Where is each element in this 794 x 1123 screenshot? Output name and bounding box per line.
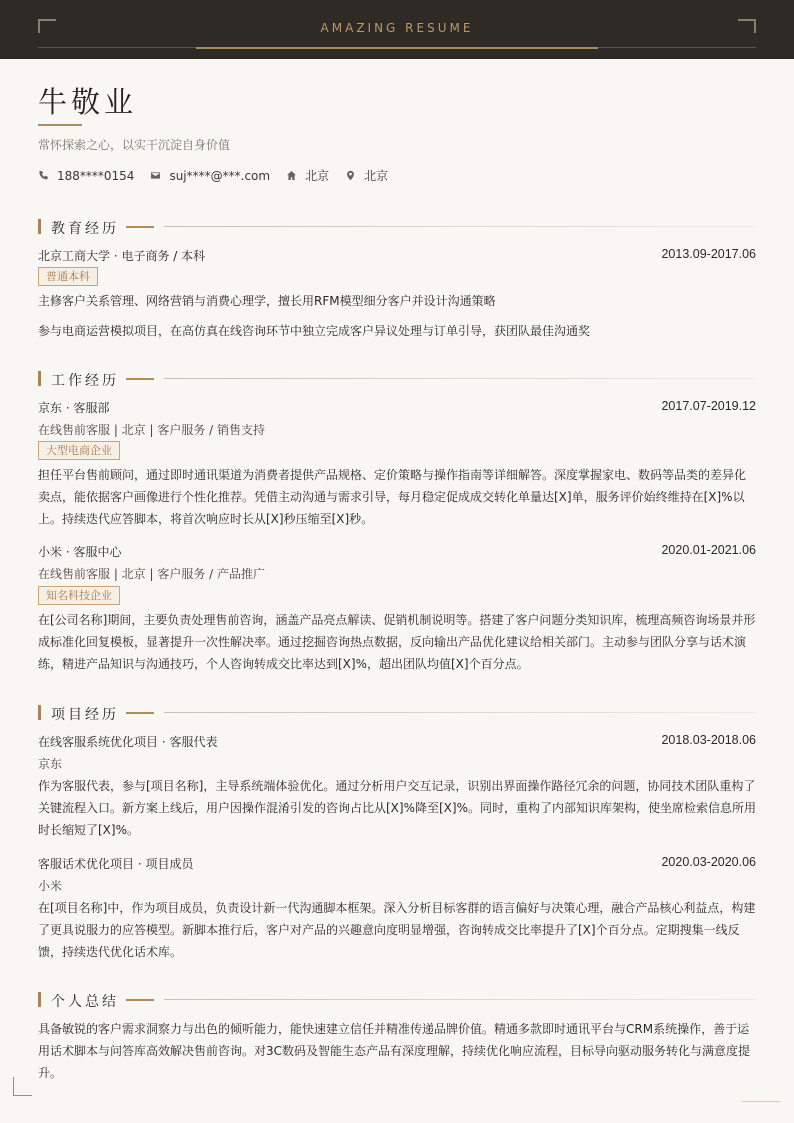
project-name: 在线客服系统优化项目 · 客服代表 (38, 735, 218, 749)
job-date: 2020.01-2021.06 (661, 543, 756, 557)
job-description: 担任平台售前顾问，通过即时通讯渠道为消费者提供产品规格、定价策略与操作指南等详细解答。深度掌握家电、数码等品类的差异化卖点，能依据客户画像进行个性化推荐。凭借主动沟通与需求引导，每月稳定促成成交转化单量达[X]单，服务评价始终维持在[X]%以上。持续迭代应答脚本，将首次响应时长从[X]秒压缩至[X]秒。 (38, 468, 747, 526)
header-accent-line (196, 47, 598, 49)
location-text: 北京 (364, 169, 389, 183)
project-date: 2020.03-2020.06 (661, 855, 756, 869)
project-section (38, 704, 756, 964)
job-meta: 在线售前客服 | 北京 | 客户服务 / 产品推广 (38, 567, 266, 581)
section-marker (38, 371, 41, 386)
home-text: 北京 (305, 169, 330, 183)
section-header (38, 370, 756, 388)
education-item: 主修客户关系管理、网络营销与消费心理学，擅长用RFM模型细分客户并设计沟通策略 (38, 294, 496, 308)
footer-accent-line (742, 1101, 780, 1102)
section-accent-dash (126, 226, 154, 228)
contact-home (286, 167, 329, 184)
section-marker (38, 219, 41, 234)
section-marker (38, 992, 41, 1007)
section-title: 工作经历 (51, 373, 119, 389)
job-entry (38, 543, 756, 560)
section-header (38, 704, 756, 722)
section-divider (164, 712, 756, 713)
section-accent-dash (126, 712, 154, 714)
job-meta: 在线售前客服 | 北京 | 客户服务 / 销售支持 (38, 423, 266, 437)
contact-bar (38, 167, 404, 184)
project-date: 2018.03-2018.06 (661, 733, 756, 747)
section-header (38, 991, 756, 1009)
job-company: 小米 · 客服中心 (38, 545, 122, 559)
contact-location (345, 167, 388, 184)
contact-phone (38, 169, 134, 183)
section-accent-dash (126, 999, 154, 1001)
project-entry (38, 733, 756, 750)
section-title: 个人总结 (51, 994, 119, 1010)
project-name: 客服话术优化项目 · 项目成员 (38, 857, 194, 871)
brand-title: AMAZING RESUME (320, 21, 474, 35)
section-header (38, 218, 756, 236)
summary-text: 具备敏锐的客户需求洞察力与出色的倾听能力，能快速建立信任并精准传递品牌价值。精通多款即时通讯平台与CRM系统操作，善于运用话术脚本与问答库高效解决售前咨询。对3C数码及智能生态产品有深度理解，持续优化响应流程，目标导向驱动服务转化与满意度提升。 (38, 1022, 751, 1080)
mail-icon (150, 170, 161, 181)
project-description: 作为客服代表，参与[项目名称]，主导系统端体验优化。通过分析用户交互记录，识别出界面操作路径冗余的问题，协同技术团队重构了关键流程入口。新方案上线后，用户因操作混淆引发的咨询占比从[X]%降至[X]%。同时，重构了内部知识库架构，使坐席检索信息所用时长缩短了[X]%。 (38, 779, 756, 837)
education-tag: 普通本科 (38, 267, 98, 286)
section-divider (164, 999, 756, 1000)
job-description: 在[公司名称]期间，主要负责处理售前咨询，涵盖产品亮点解读、促销机制说明等。搭建了客户问题分类知识库，梳理高频咨询场景并形成标准化回复模板，显著提升一次性解决率。通过挖掘咨询热点数据，反向输出产品优化建议给相关部门。主动参与团队分享与话术演练，精进产品知识与沟通技巧，个人咨询转成交比率达到[X]%，超出团队均值[X]个百分点。 (38, 613, 756, 671)
section-marker (38, 705, 41, 720)
education-entry (38, 247, 756, 264)
job-entry (38, 399, 756, 416)
summary-section (38, 991, 756, 1091)
school-name: 北京工商大学 · 电子商务 / 本科 (38, 249, 206, 263)
location-pin-icon (345, 170, 356, 181)
contact-email (150, 169, 270, 183)
job-date: 2017.07-2019.12 (661, 399, 756, 413)
home-icon (286, 170, 297, 181)
education-date: 2013.09-2017.06 (661, 247, 756, 261)
section-accent-dash (126, 378, 154, 380)
section-title: 教育经历 (51, 221, 119, 237)
project-org: 小米 (38, 879, 63, 893)
corner-ornament-bottom-left (13, 1077, 32, 1096)
name-underline (38, 124, 82, 126)
project-description: 在[项目名称]中，作为项目成员，负责设计新一代沟通脚本框架。深入分析目标客群的语言偏好与决策心理，融合产品核心利益点，构建了更具说服力的应答模型。新脚本推行后，客户对产品的兴趣意向度明显增强，咨询转成交比率提升了[X]个百分点。定期搜集一线反馈，持续迭代优化话术库。 (38, 901, 756, 959)
email-text: suj****@***.com (169, 168, 271, 183)
phone-icon (38, 170, 49, 181)
section-title: 项目经历 (51, 707, 119, 723)
project-entry (38, 855, 756, 872)
job-company: 京东 · 客服部 (38, 401, 110, 415)
motto: 常怀探索之心，以实干沉淀自身价值 (38, 138, 231, 152)
education-section (38, 218, 756, 343)
section-divider (164, 226, 756, 227)
section-divider (164, 378, 756, 379)
education-item: 参与电商运营模拟项目，在高仿真在线咨询环节中独立完成客户异议处理与订单引导，获团队最佳沟通奖 (38, 324, 591, 338)
work-section (38, 370, 756, 680)
project-org: 京东 (38, 757, 63, 771)
phone-text: 188****0154 (57, 168, 135, 183)
job-tag: 大型电商企业 (38, 441, 120, 460)
candidate-name: 牛敬业 (38, 85, 138, 119)
job-tag: 知名科技企业 (38, 586, 120, 605)
